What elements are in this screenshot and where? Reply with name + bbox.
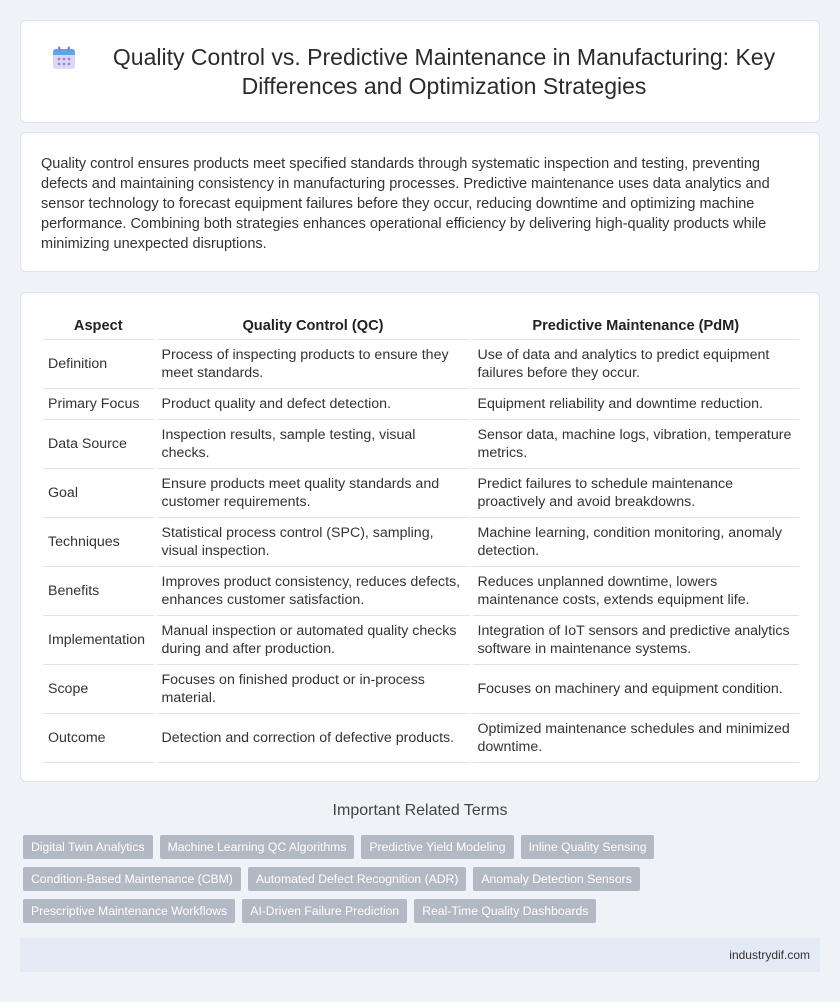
cell-qc: Ensure products meet quality standards and customer requirements. [155, 468, 471, 517]
cell-pdm: Equipment reliability and downtime reduction. [471, 388, 799, 419]
table-row [43, 388, 799, 419]
footer [20, 938, 820, 972]
cell-pdm: Sensor data, machine logs, vibration, temperature metrics. [471, 419, 799, 468]
header-pdm: Predictive Maintenance (PdM) [471, 311, 799, 339]
cell-pdm: Integration of IoT sensors and predictive analytics software in maintenance systems. [471, 615, 799, 664]
table-row [43, 664, 799, 713]
cell-qc: Detection and correction of defective products. [155, 713, 471, 762]
comparison-card [20, 292, 820, 782]
cell-qc: Product quality and defect detection. [155, 388, 471, 419]
cell-pdm: Optimized maintenance schedules and minimized downtime. [471, 713, 799, 762]
cell-aspect: Techniques [43, 517, 155, 566]
tag-ai-driven-failure-prediction[interactable]: AI-Driven Failure Prediction [242, 899, 407, 923]
tag-condition-based-maintenance[interactable]: Condition-Based Maintenance (CBM) [23, 867, 241, 891]
intro-card [20, 132, 820, 272]
intro-paragraph: Quality control ensures products meet specified standards through systematic inspection and testing, preventing defects and maintaining consistency in manufacturing processes. Predictive maintenance uses data analytics and sensor technology to forecast equipment failures before they occur, reducing downtime and optimizing machine performance. Combining both strategies enhances operational efficiency by delivering high-quality products while minimizing unexpected disruptions. [41, 156, 770, 252]
cell-pdm: Reduces unplanned downtime, lowers maintenance costs, extends equipment life. [471, 566, 799, 615]
tag-predictive-yield-modeling[interactable]: Predictive Yield Modeling [361, 835, 513, 859]
header-qc: Quality Control (QC) [155, 311, 471, 339]
title-wrap [21, 21, 819, 122]
cell-qc: Inspection results, sample testing, visual checks. [155, 419, 471, 468]
page-title: Quality Control vs. Predictive Maintenance in Manufacturing: Key Differences and Optimization Strategies [112, 43, 776, 99]
cell-aspect: Implementation [43, 615, 155, 664]
cell-qc: Process of inspecting products to ensure they meet standards. [155, 339, 471, 388]
table-row [43, 566, 799, 615]
related-terms-list [23, 835, 663, 923]
cell-pdm: Machine learning, condition monitoring, anomaly detection. [471, 517, 799, 566]
cell-aspect: Data Source [43, 419, 155, 468]
cell-aspect: Scope [43, 664, 155, 713]
header-aspect: Aspect [43, 311, 155, 339]
cell-aspect: Benefits [43, 566, 155, 615]
table-row [43, 615, 799, 664]
table-row [43, 713, 799, 762]
table-header-row [43, 311, 799, 339]
table-row [43, 419, 799, 468]
calendar-icon [51, 45, 77, 71]
cell-pdm: Focuses on machinery and equipment condition. [471, 664, 799, 713]
cell-aspect: Outcome [43, 713, 155, 762]
cell-aspect: Definition [43, 339, 155, 388]
tag-digital-twin-analytics[interactable]: Digital Twin Analytics [23, 835, 153, 859]
cell-pdm: Use of data and analytics to predict equipment failures before they occur. [471, 339, 799, 388]
tag-real-time-quality-dashboards[interactable]: Real-Time Quality Dashboards [414, 899, 596, 923]
cell-qc: Statistical process control (SPC), sampling, visual inspection. [155, 517, 471, 566]
cell-qc: Focuses on finished product or in-process material. [155, 664, 471, 713]
title-card [20, 20, 820, 123]
cell-pdm: Predict failures to schedule maintenance proactively and avoid breakdowns. [471, 468, 799, 517]
table-row [43, 339, 799, 388]
related-terms-title: Important Related Terms [332, 802, 508, 819]
footer-site-link[interactable]: industrydif.com [729, 948, 810, 962]
cell-aspect: Primary Focus [43, 388, 155, 419]
tag-inline-quality-sensing[interactable]: Inline Quality Sensing [521, 835, 655, 859]
tag-prescriptive-maintenance-workflows[interactable]: Prescriptive Maintenance Workflows [23, 899, 235, 923]
tag-anomaly-detection-sensors[interactable]: Anomaly Detection Sensors [473, 867, 639, 891]
cell-qc: Improves product consistency, reduces defects, enhances customer satisfaction. [155, 566, 471, 615]
tag-machine-learning-qc-algorithms[interactable]: Machine Learning QC Algorithms [160, 835, 355, 859]
cell-aspect: Goal [43, 468, 155, 517]
tag-automated-defect-recognition[interactable]: Automated Defect Recognition (ADR) [248, 867, 467, 891]
comparison-table [43, 311, 799, 763]
table-row [43, 468, 799, 517]
cell-qc: Manual inspection or automated quality checks during and after production. [155, 615, 471, 664]
table-row [43, 517, 799, 566]
